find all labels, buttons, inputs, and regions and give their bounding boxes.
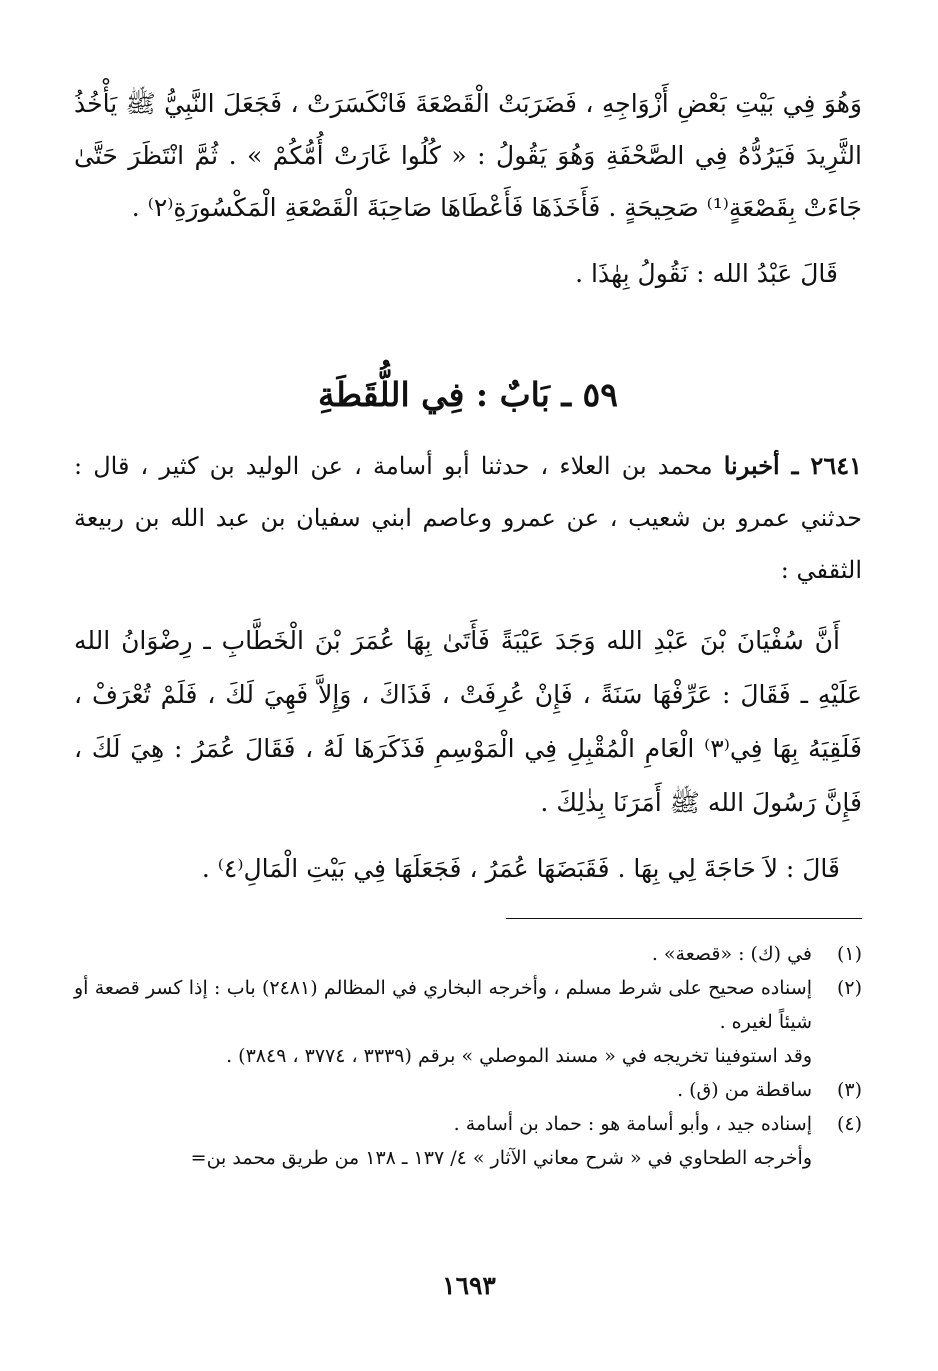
chapter-title: ٥٩ ـ بَابٌ : فِي اللُّقَطَةِ xyxy=(318,375,618,414)
footnote-2 xyxy=(74,971,862,1039)
author-statement: قَالَ عَبْدُ الله : نَقُولُ بِهٰذَا . xyxy=(575,259,838,288)
footnote-number: (١) xyxy=(836,943,862,965)
isnad-text: محمد بن العلاء ، حدثنا أبو أسامة ، عن الوليد بن كثير ، قال : حدثني عمرو بن شعيب ، عن عمرو وعاصم ابني سفيان بن عبد الله بن ربيعة الثقفي : xyxy=(74,452,863,584)
page-number: ١٦٩٣ xyxy=(442,1271,496,1300)
hadith-isnad xyxy=(74,440,862,596)
footnote-number: (٢) xyxy=(836,977,862,999)
footnote-4 xyxy=(74,1107,862,1141)
hadith-number: ٢٦٤١ ـ أخبرنا xyxy=(723,451,862,480)
hadith-closing: قَالَ : لاَ حَاجَةَ لِي بِهَا . فَقَبَضَهَا عُمَرُ ، فَجَعَلَهَا فِي بَيْتِ الْمَالِ⁽٤⁾ . xyxy=(201,854,840,883)
footnote-2-continuation: وقد استوفينا تخريجه في « مسند الموصلي » برقم (٣٣٣٩ ، ٣٧٧٤ ، ٣٨٤٩) . xyxy=(226,1045,812,1067)
footnote-4-continuation: وأخرجه الطحاوي في « شرح معاني الآثار » ٤/ ١٣٧ ـ ١٣٨ من طريق محمد بن= xyxy=(190,1147,812,1169)
continued-hadith-text: وَهُوَ فِي بَيْتِ بَعْضِ أَزْوَاجِهِ ، فَضَرَبَتْ الْقَصْعَةَ فَانْكَسَرَتْ ، فَجَعَلَ النَّبِيُّ ﷺ يَأْخُذُ الثَّرِيدَ فَيَرُدُّهُ فِي الصَّحْفَةِ وَهُوَ يَقُولُ : « كُلُوا غَارَتْ أُمُّكُمْ » . ثُمَّ انْتَظَرَ حَتَّىٰ جَاءَتْ بِقَصْعَةٍ⁽¹⁾ صَحِيحَةٍ . فَأَخَذَهَا فَأَعْطَاهَا صَاحِبَةَ الْقَصْعَةِ الْمَكْسُورَةِ⁽٢⁾ . xyxy=(74,89,862,222)
footnote-number: (٣) xyxy=(836,1079,862,1101)
footnote-text: في (ك) : «قصعة» . xyxy=(651,943,812,965)
footnote-text: ساقطة من (ق) . xyxy=(677,1079,812,1101)
footnote-number: (٤) xyxy=(836,1113,862,1135)
footnote-text: إسناده جيد ، وأبو أسامة هو : حماد بن أسامة . xyxy=(453,1113,812,1135)
footnote-3 xyxy=(74,1073,862,1107)
footnote-text: إسناده صحيح على شرط مسلم ، وأخرجه البخاري في المظالم (٢٤٨١) باب : إذا كسر قصعة أو شيئاً لغيره . xyxy=(74,977,812,1033)
footnotes xyxy=(74,937,862,1175)
book-page xyxy=(74,78,862,1175)
footnote-1 xyxy=(74,937,862,971)
footnote-divider xyxy=(506,918,862,919)
hadith-matn: أَنَّ سُفْيَانَ بْنَ عَبْدِ الله وَجَدَ عَيْبَةً فَأَتَىٰ بِهَا عُمَرَ بْنَ الْخَطَّابِ ـ رِضْوَانُ الله عَلَيْهِ ـ فَقَالَ : عَرِّفْهَا سَنَةً ، فَإِنْ عُرِفَتْ ، فَذَاكَ ، وَإِلاَّ فَهِيَ لَكَ ، فَلَمْ تُعْرَفْ ، فَلَقِيَهُ بِهَا فِي⁽٣⁾ الْعَامِ الْمُقْبِلِ فِي الْمَوْسِمِ فَذَكَرَهَا لَهُ ، فَقَالَ عُمَرُ : هِيَ لَكَ ، فَإِنَّ رَسُولَ الله ﷺ أَمَرَنَا بِذٰلِكَ . xyxy=(74,626,863,817)
